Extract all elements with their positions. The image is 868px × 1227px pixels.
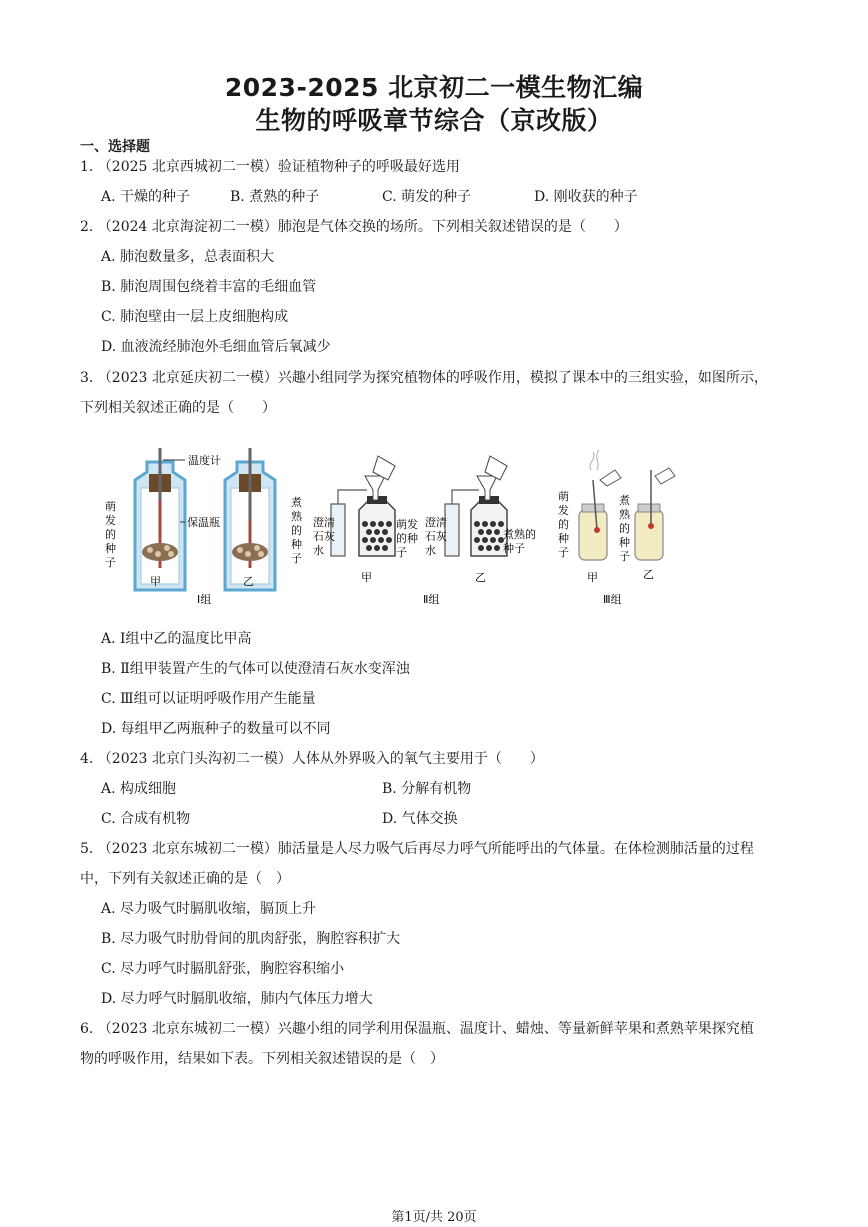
label-lime-2: 石灰: [313, 530, 335, 543]
label-flask: 保温瓶: [187, 516, 220, 529]
q1-option-d: D. 刚收获的种子: [534, 189, 638, 205]
label-sprout2-1: 萌发: [396, 518, 418, 531]
label-thermometer: 温度计: [188, 454, 221, 467]
experiment-figure: [95, 440, 685, 615]
q4-option-d: D. 气体交换: [382, 811, 458, 827]
label-sprout-1: 萌: [105, 500, 116, 513]
label-sprout-5: 子: [105, 556, 116, 569]
label-g2-jia: 甲: [361, 571, 372, 584]
q2-option-c: C. 肺泡壁由一层上皮细胞构成: [101, 309, 289, 325]
question-5-stem: 5. （2023 北京东城初二一模）肺活量是人尽力吸气后再尽力呼气所能呼出的气体量。在体检测肺活量的过程: [80, 841, 754, 857]
q2-option-d: D. 血液流经肺泡外毛细血管后氧减少: [101, 339, 331, 355]
label-g1-yi: 乙: [243, 575, 254, 588]
label-lime-3: 水: [313, 544, 324, 557]
question-3-stem: 3. （2023 北京延庆初二一模）兴趣小组同学为探究植物体的呼吸作用，模拟了课本中的三组实验，如图所示，: [80, 370, 768, 386]
q5-option-c: C. 尽力呼气时膈肌舒张，胸腔容积缩小: [101, 961, 345, 977]
group2-apparatus-yi: [445, 456, 507, 556]
label-cooked-3: 的: [291, 524, 302, 537]
label-g2-yi: 乙: [475, 571, 486, 584]
label-cooked-1: 煮: [291, 496, 302, 509]
label-cooked3-5: 子: [619, 550, 630, 563]
q1-option-a: A. 干燥的种子: [101, 189, 191, 205]
section-heading: 一、选择题: [80, 139, 150, 155]
label-sprout3-4: 种: [558, 532, 569, 545]
label-sprout3-5: 子: [558, 546, 569, 559]
label-cooked2-2: 种子: [503, 542, 525, 555]
label-cooked3-4: 种: [619, 536, 630, 549]
label-lime2-3: 水: [425, 544, 436, 557]
q3-option-c: C. Ⅲ组可以证明呼吸作用产生能量: [101, 691, 316, 707]
question-6-stem-cont: 物的呼吸作用，结果如下表。下列相关叙述错误的是（ ）: [80, 1051, 444, 1067]
label-cooked-4: 种: [291, 538, 302, 551]
group3-jar-yi: [635, 468, 675, 560]
label-sprout-4: 种: [105, 542, 116, 555]
label-cooked2-1: 煮熟的: [503, 528, 536, 541]
label-cooked3-2: 熟: [619, 508, 630, 521]
q3-option-b: B. Ⅱ组甲装置产生的气体可以使澄清石灰水变浑浊: [101, 661, 410, 677]
q2-option-b: B. 肺泡周围包绕着丰富的毛细血管: [101, 279, 317, 295]
label-cooked3-3: 的: [619, 522, 630, 535]
question-1-stem: 1. （2025 北京西城初二一模）验证植物种子的呼吸最好选用: [80, 159, 460, 175]
group1-flask-jia: [135, 448, 185, 590]
label-group1: Ⅰ组: [197, 593, 212, 606]
label-sprout3-2: 发: [558, 504, 569, 517]
question-4-stem: 4. （2023 北京门头沟初二一模）人体从外界吸入的氧气主要用于（ ）: [80, 751, 544, 767]
q1-option-b: B. 煮熟的种子: [230, 189, 320, 205]
question-2-stem: 2. （2024 北京海淀初二一模）肺泡是气体交换的场所。下列相关叙述错误的是（ ）: [80, 219, 628, 235]
q3-option-d: D. 每组甲乙两瓶种子的数量可以不同: [101, 721, 331, 737]
label-sprout-3: 的: [105, 528, 116, 541]
question-6-stem: 6. （2023 北京东城初二一模）兴趣小组的同学利用保温瓶、温度计、蜡烛、等量新鲜苹果和煮熟苹果探究植: [80, 1021, 754, 1037]
q5-option-a: A. 尽力吸气时膈肌收缩，膈顶上升: [101, 901, 317, 917]
question-3-stem-cont: 下列相关叙述正确的是（ ）: [80, 400, 276, 416]
label-lime-1: 澄清: [313, 516, 335, 529]
label-cooked3-1: 煮: [619, 494, 630, 507]
group2-apparatus-jia: [331, 456, 395, 556]
label-lime2-2: 石灰: [425, 530, 447, 543]
label-group3: Ⅲ组: [603, 593, 622, 606]
label-sprout2-3: 子: [396, 546, 407, 559]
label-cooked-2: 熟: [291, 510, 302, 523]
label-lime2-1: 澄清: [425, 516, 447, 529]
label-g3-yi: 乙: [643, 568, 654, 581]
question-5-stem-cont: 中，下列有关叙述正确的是（ ）: [80, 871, 290, 887]
q4-option-c: C. 合成有机物: [101, 811, 191, 827]
page-subtitle: 生物的呼吸章节综合（京改版）: [255, 106, 613, 135]
label-g1-jia: 甲: [150, 575, 161, 588]
label-sprout3-1: 萌: [558, 490, 569, 503]
label-sprout3-3: 的: [558, 518, 569, 531]
label-sprout2-2: 的种: [396, 532, 418, 545]
q3-option-a: A. Ⅰ组中乙的温度比甲高: [101, 631, 252, 647]
q5-option-d: D. 尽力呼气时膈肌收缩，肺内气体压力增大: [101, 991, 373, 1007]
q5-option-b: B. 尽力吸气时肋骨间的肌肉舒张，胸腔容积扩大: [101, 931, 401, 947]
label-cooked-5: 子: [291, 552, 302, 565]
q2-option-a: A. 肺泡数量多，总表面积大: [101, 249, 275, 265]
group1-flask-yi: [225, 448, 275, 590]
group3-jar-jia: [579, 450, 621, 560]
page-title: 2023-2025 北京初二一模生物汇编: [224, 73, 644, 102]
q4-option-a: A. 构成细胞: [101, 781, 177, 797]
label-g3-jia: 甲: [587, 571, 598, 584]
label-group2: Ⅱ组: [423, 593, 440, 606]
q4-option-b: B. 分解有机物: [382, 781, 472, 797]
q1-option-c: C. 萌发的种子: [382, 189, 472, 205]
label-sprout-2: 发: [105, 514, 116, 527]
page-footer: 第1页/共 20页: [391, 1210, 477, 1225]
